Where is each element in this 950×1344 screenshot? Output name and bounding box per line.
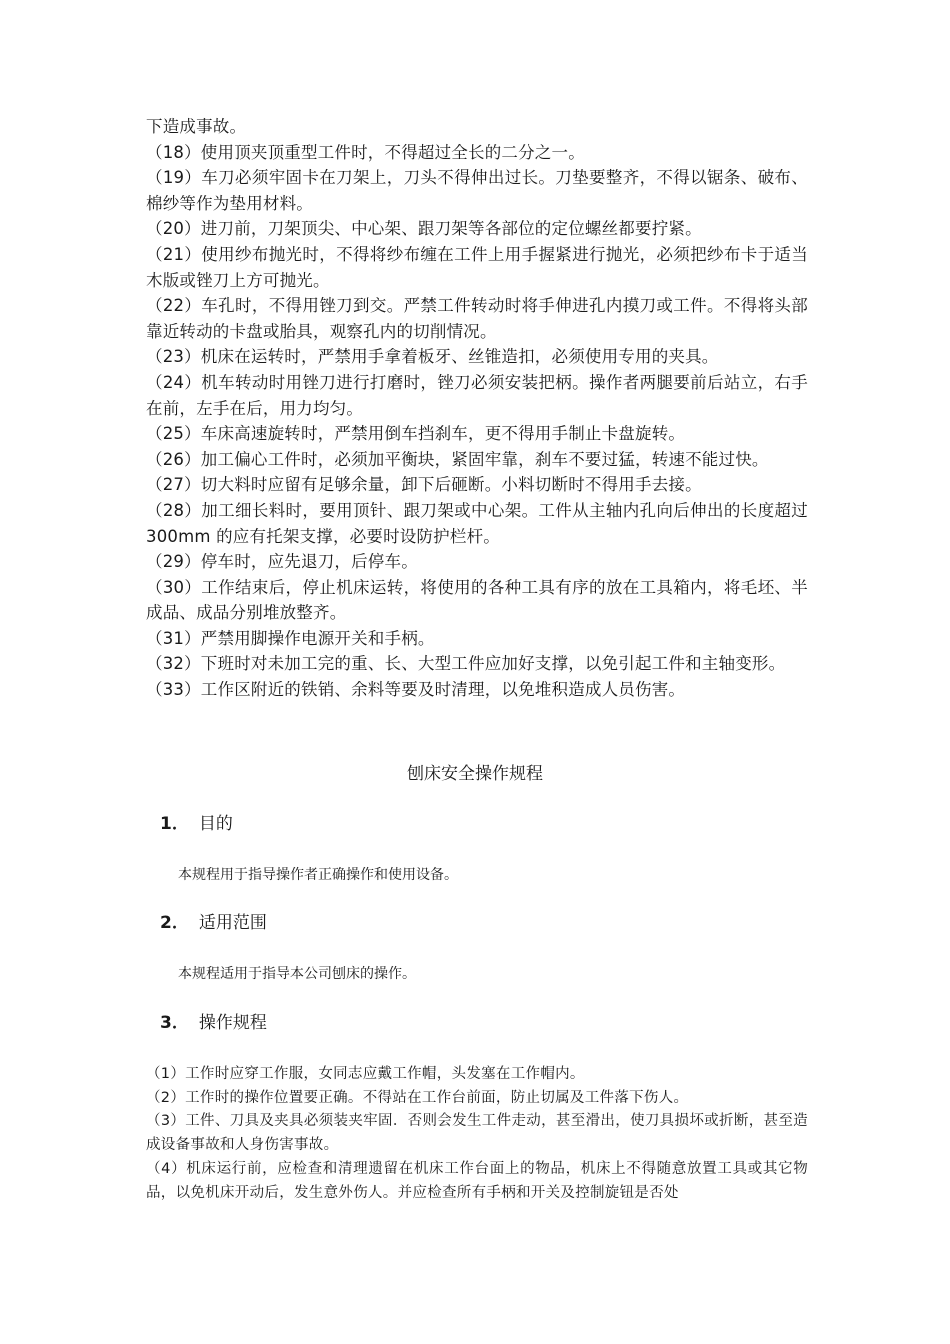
- heading-number: 1．: [160, 814, 189, 834]
- scope-paragraph: 本规程适用于指导本公司刨床的操作。: [178, 966, 416, 982]
- heading-text: 目的: [198, 814, 233, 834]
- rule-29: （29）停车时，应先退刀，后停车。: [146, 552, 418, 572]
- planer-rule-4: （4）机床运行前，应检查和清理遗留在机床工作台面上的物品，机床上不得随意放置工具或其它物品，以免机床开动后，发生意外伤人。并应检查所有手柄和开关及控制旋钮是否处: [146, 1160, 808, 1201]
- heading-number: 3．: [160, 1013, 189, 1033]
- planer-rule-2: （2）工作时的操作位置要正确。不得站在工作台前面，防止切属及工件落下伤人。: [146, 1089, 689, 1106]
- purpose-paragraph: 本规程用于指导操作者正确操作和使用设备。: [178, 867, 458, 883]
- rule-26: （26）加工偏心工件时，必须加平衡块，紧固牢靠，刹车不要过猛，转速不能过快。: [146, 449, 769, 469]
- rule-21: （21）使用纱布抛光时，不得将纱布缠在工件上用手握紧进行抛光，必须把纱布卡于适当木版或锉刀上方可抛光。: [146, 244, 808, 290]
- rule-31: （31）严禁用脚操作电源开关和手柄。: [146, 628, 435, 648]
- planer-rule-3: （3）工件、刀具及夹具必须装夹牢固．否则会发生工件走动，甚至滑出，使刀具损坏或折断，甚至造成设备事故和人身伤害事故。: [146, 1113, 808, 1154]
- rule-30: （30）工作结束后，停止机床运转，将使用的各种工具有序的放在工具箱内，将毛坯、半成品、成品分别堆放整齐。: [146, 577, 808, 623]
- heading-text: 适用范围: [198, 913, 267, 933]
- heading-purpose: [160, 812, 233, 836]
- planer-rules-list: [146, 1063, 808, 1205]
- heading-scope: [160, 911, 267, 935]
- section-title: 刨床安全操作规程: [407, 764, 543, 784]
- rule-23: （23）机床在运转时，严禁用手拿着板牙、丝锥造扣，必须使用专用的夹具。: [146, 347, 719, 367]
- lathe-rules-list: [146, 114, 808, 703]
- rule-18: （18）使用顶夹顶重型工件时，不得超过全长的二分之一。: [146, 142, 585, 162]
- rule-22: （22）车孔时，不得用锉刀到交。严禁工件转动时将手伸进孔内摸刀或工件。不得将头部靠近转动的卡盘或胎具，观察孔内的切削情况。: [146, 296, 808, 341]
- planer-rule-1: （1）工作时应穿工作服，女同志应戴工作帽，头发塞在工作帽内。: [146, 1066, 585, 1082]
- rule-27: （27）切大料时应留有足够余量，卸下后砸断。小料切断时不得用手去接。: [146, 475, 702, 495]
- heading-number: 2．: [160, 913, 189, 933]
- rule-32: （32）下班时对未加工完的重、长、大型工件应加好支撑，以免引起工件和主轴变形。: [146, 654, 786, 674]
- heading-procedures: [160, 1011, 267, 1035]
- rule-28: （28）加工细长料时，要用顶针、跟刀架或中心架。工件从主轴内孔向后伸出的长度超过 300mm 的应有托架支撑，必要时设防护栏杆。: [146, 500, 808, 546]
- rule-24: （24）机车转动时用锉刀进行打磨时，锉刀必须安装把柄。操作者两腿要前后站立，右手在前，左手在后，用力均匀。: [146, 372, 808, 418]
- rule-text: 下造成事故。: [146, 117, 247, 136]
- heading-text: 操作规程: [198, 1013, 267, 1033]
- rule-25: （25）车床高速旋转时，严禁用倒车挡刹车，更不得用手制止卡盘旋转。: [146, 424, 686, 444]
- rule-19: （19）车刀必须牢固卡在刀架上，刀头不得伸出过长。刀垫要整齐，不得以锯条、破布、棉纱等作为垫用材料。: [146, 168, 808, 213]
- rule-33: （33）工作区附近的铁销、余料等要及时清理，以免堆积造成人员伤害。: [146, 680, 686, 700]
- rule-20: （20）进刀前，刀架顶尖、中心架、跟刀架等各部位的定位螺丝都要拧紧。: [146, 219, 702, 239]
